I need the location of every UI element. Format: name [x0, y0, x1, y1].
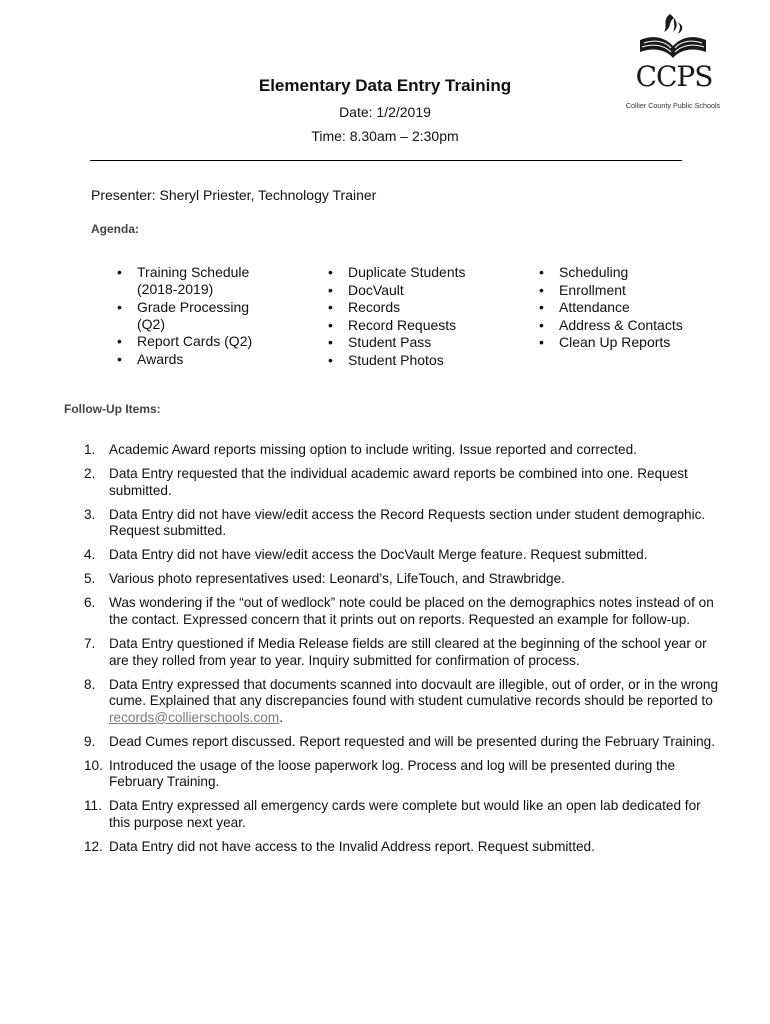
agenda-item: • Student Pass	[324, 334, 504, 351]
item-text: Data Entry requested that the individual academic award reports be combined into one. Request submitted.	[109, 466, 688, 498]
follow-up-item	[84, 595, 724, 628]
item-number: 5.	[84, 571, 96, 587]
follow-up-item	[84, 636, 724, 669]
item-text: Academic Award reports missing option to include writing. Issue reported and corrected.	[109, 442, 637, 457]
item-text: Various photo representatives used: Leonard’s, LifeTouch, and Strawbridge.	[109, 571, 565, 587]
agenda-item: • Enrollment	[535, 282, 705, 299]
agenda-item: • Awards	[113, 351, 273, 368]
item-text: Introduced the usage of the loose paperwork log. Process and log will be presented during the February Training.	[109, 757, 676, 790]
agenda-item: • Address & Contacts	[535, 317, 705, 334]
follow-up-item	[84, 839, 724, 856]
item-text: Data Entry did not have view/edit access the Record Requests section under student demographic. Request submitted.	[109, 506, 706, 539]
agenda-item: • Duplicate Students	[324, 264, 504, 281]
item-text: Data Entry did not have view/edit access the DocVault Merge feature. Request submitted.	[109, 547, 648, 563]
follow-up-list	[84, 442, 724, 863]
training-time: Time: 8.30am – 2:30pm	[311, 128, 459, 144]
agenda-item: • Scheduling	[535, 264, 705, 281]
agenda-item: • Student Photos	[324, 352, 504, 369]
item-text: Dead Cumes report discussed. Report requested and will be presented during the February Training.	[109, 733, 716, 749]
agenda-column-3	[535, 264, 705, 352]
item-text: Data Entry expressed that documents scanned into docvault are illegible, out of order, or in the wrong cume. Explained that any discrepancies found with student cumulative records should be reported to	[109, 676, 719, 709]
item-text: Was wondering if the “out of wedlock” note could be placed on the demographics notes instead of on the contact. Expressed concern that it prints out on reports. Requested an example for follow-up.	[109, 595, 714, 627]
follow-up-item	[84, 466, 724, 499]
item-number: 1.	[84, 442, 96, 457]
page-title: Elementary Data Entry Training	[258, 76, 512, 95]
item-number: 3.	[84, 506, 96, 522]
agenda-item: • DocVault	[324, 282, 504, 299]
follow-up-item	[84, 571, 724, 588]
ccps-logo	[618, 10, 728, 115]
item-text: Data Entry expressed all emergency cards were complete but would like an open lab dedicated for this purpose next year.	[109, 798, 701, 830]
book-flame-icon	[618, 10, 728, 65]
presenter: Presenter: Sheryl Priester, Technology Trainer	[91, 187, 377, 203]
training-date: Date: 1/2/2019	[339, 104, 431, 120]
item-text: Data Entry questioned if Media Release fields are still cleared at the beginning of the school year or are they rolled from year to year. Inquiry submitted for confirmation of process.	[109, 636, 707, 668]
agenda-item: • Clean Up Reports	[535, 334, 705, 351]
follow-up-item	[84, 798, 724, 831]
logo-abbreviation: CCPS	[635, 60, 713, 93]
follow-up-item	[84, 734, 724, 751]
item-number: 6.	[84, 595, 96, 611]
agenda-item: • Grade Processing (Q2)	[113, 299, 273, 333]
follow-up-item	[84, 442, 724, 459]
follow-up-item	[84, 677, 724, 727]
item-number: 4.	[84, 547, 96, 563]
follow-up-item	[84, 547, 724, 564]
item-number: 12.	[84, 839, 103, 855]
agenda-column-1	[113, 264, 273, 368]
agenda-column-2	[324, 264, 504, 369]
records-email-link[interactable]: records@collierschools.com	[109, 709, 280, 725]
agenda-item: • Records	[324, 299, 504, 316]
item-number: 7.	[84, 636, 96, 652]
agenda-item: • Training Schedule (2018-2019)	[113, 264, 273, 298]
item-text: Data Entry did not have access to the Invalid Address report. Request submitted.	[109, 839, 595, 855]
item-number: 9.	[84, 733, 96, 749]
follow-up-heading: Follow-Up Items:	[64, 402, 161, 416]
item-number: 8.	[84, 676, 96, 692]
agenda-item: • Record Requests	[324, 317, 504, 334]
follow-up-item	[84, 758, 724, 791]
divider	[90, 160, 682, 161]
item-text-end: .	[279, 709, 283, 725]
follow-up-item	[84, 507, 724, 540]
agenda-heading: Agenda:	[91, 222, 139, 236]
item-number: 10.	[84, 757, 103, 773]
item-number: 11.	[84, 798, 102, 814]
agenda-item: • Attendance	[535, 299, 705, 316]
logo-name: Collier County Public Schools	[625, 101, 721, 110]
agenda-item: • Report Cards (Q2)	[113, 333, 273, 350]
item-number: 2.	[84, 466, 96, 482]
